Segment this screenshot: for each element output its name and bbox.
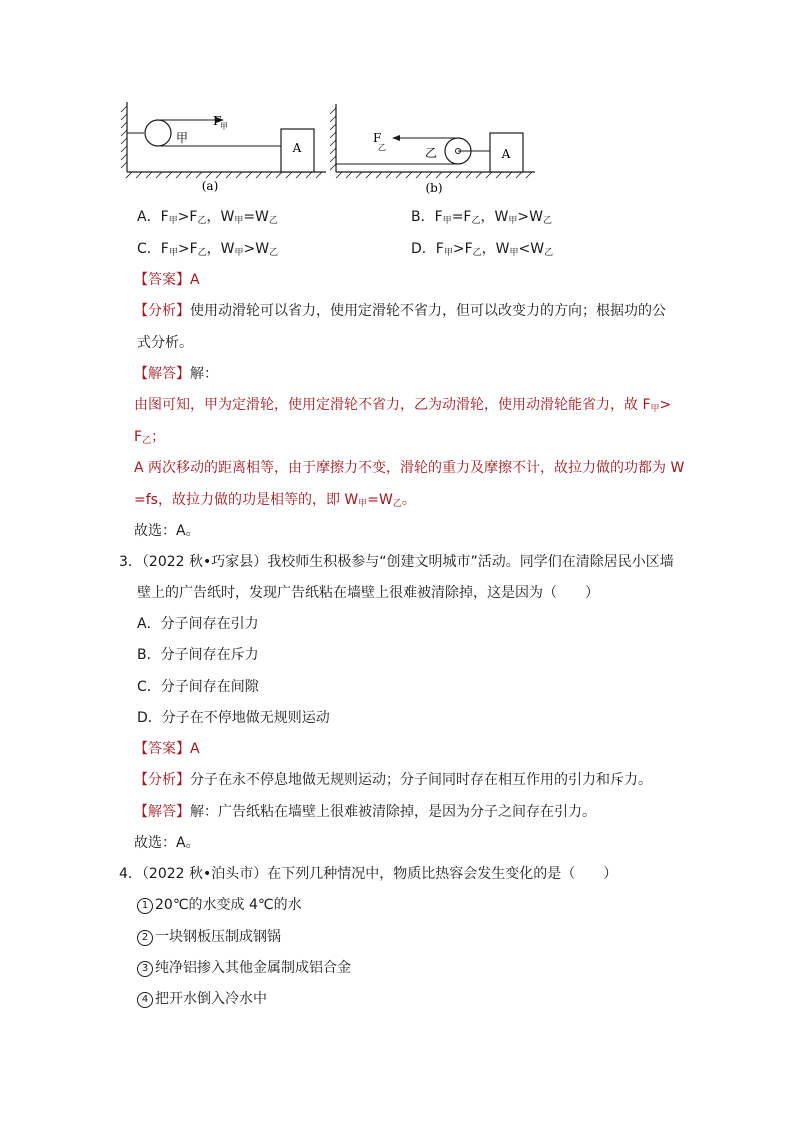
analysis-line: 【分析】分子在永不停息地做无规则运动；分子间同时存在相互作用的引力和斥力。	[134, 772, 652, 788]
list-item: 4 把开水倒入冷水中	[137, 989, 267, 1009]
option-a: A．分子间存在引力	[137, 616, 259, 632]
block-label: A	[501, 147, 511, 161]
solution-text: 由图可知，甲为定滑轮，使用定滑轮不省力，乙为动滑轮，使用动滑轮能省力，故 $F_甲>$	[134, 397, 672, 414]
force-sub: 乙	[378, 143, 386, 152]
pulley-figure	[118, 96, 538, 198]
question-3-stem: 壁上的广告纸时，发现广告纸粘在墙壁上很难被清除掉，这是因为（ ）	[137, 585, 599, 601]
solution-text: $F_乙$；	[134, 429, 166, 446]
choose-line: 故选：A。	[134, 835, 200, 851]
option-a: A．$F_甲>F_乙$，$W_甲=W_乙$	[137, 209, 278, 226]
force-label: F	[213, 114, 222, 128]
option-d: D．$F_甲>F_乙$，$W_甲<W_乙$	[411, 241, 554, 258]
question-4-stem: 4．（2022 秋•泊头市）在下列几种情况中，物质比热容会发生变化的是（ ）	[119, 866, 618, 882]
choose-line: 故选：A。	[134, 523, 200, 539]
option-c: C．$F_甲>F_乙$，$W_甲>W_乙$	[137, 241, 279, 258]
solution-text: A 两次移动的距离相等，由于摩擦力不变，滑轮的重力及摩擦不计，故拉力做的功都为 W	[134, 460, 685, 476]
answer-line: 【答案】A	[134, 741, 200, 757]
analysis-line-2: 式分析。	[137, 335, 193, 351]
option-d: D．分子在不停地做无规则运动	[137, 710, 330, 726]
solution-text: =fs，故拉力做的功是相等的，即 $W_甲=W_乙$。	[134, 492, 416, 509]
block-label: A	[292, 141, 302, 155]
list-item: 1 20℃的水变成 4℃的水	[137, 895, 302, 915]
list-item: 3 纯净铝掺入其他金属制成铝合金	[137, 958, 351, 978]
answer-line: 【答案】A	[134, 272, 200, 288]
question-3-stem: 3．（2022 秋•巧家县）我校师生积极参与“创建文明城市”活动。同学们在清除居民小区墙	[119, 554, 674, 570]
force-label: F	[373, 131, 382, 145]
figure-a	[121, 102, 326, 193]
option-b: B．$F_甲=F_乙$，$W_甲>W_乙$	[411, 209, 552, 226]
figure-b	[330, 104, 535, 195]
analysis-line: 【分析】使用动滑轮可以省力，使用定滑轮不省力，但可以改变力的方向；根据功的公	[134, 303, 666, 319]
pulley-label: 乙	[425, 146, 438, 160]
solution-line: 【解答】解：广告纸粘在墙壁上很难被清除掉，是因为分子之间存在引力。	[134, 804, 596, 820]
caption-b: (b)	[425, 181, 443, 195]
pulley-jia	[145, 120, 171, 146]
option-b: B．分子间存在斥力	[137, 647, 259, 663]
pulley-label: 甲	[176, 131, 189, 145]
caption-a: (a)	[201, 179, 219, 193]
force-sub: 甲	[220, 122, 228, 131]
solution-line: 【解答】解：	[134, 366, 218, 382]
list-item: 2 一块钢板压制成钢锅	[137, 927, 281, 947]
option-c: C．分子间存在间隙	[137, 679, 259, 695]
